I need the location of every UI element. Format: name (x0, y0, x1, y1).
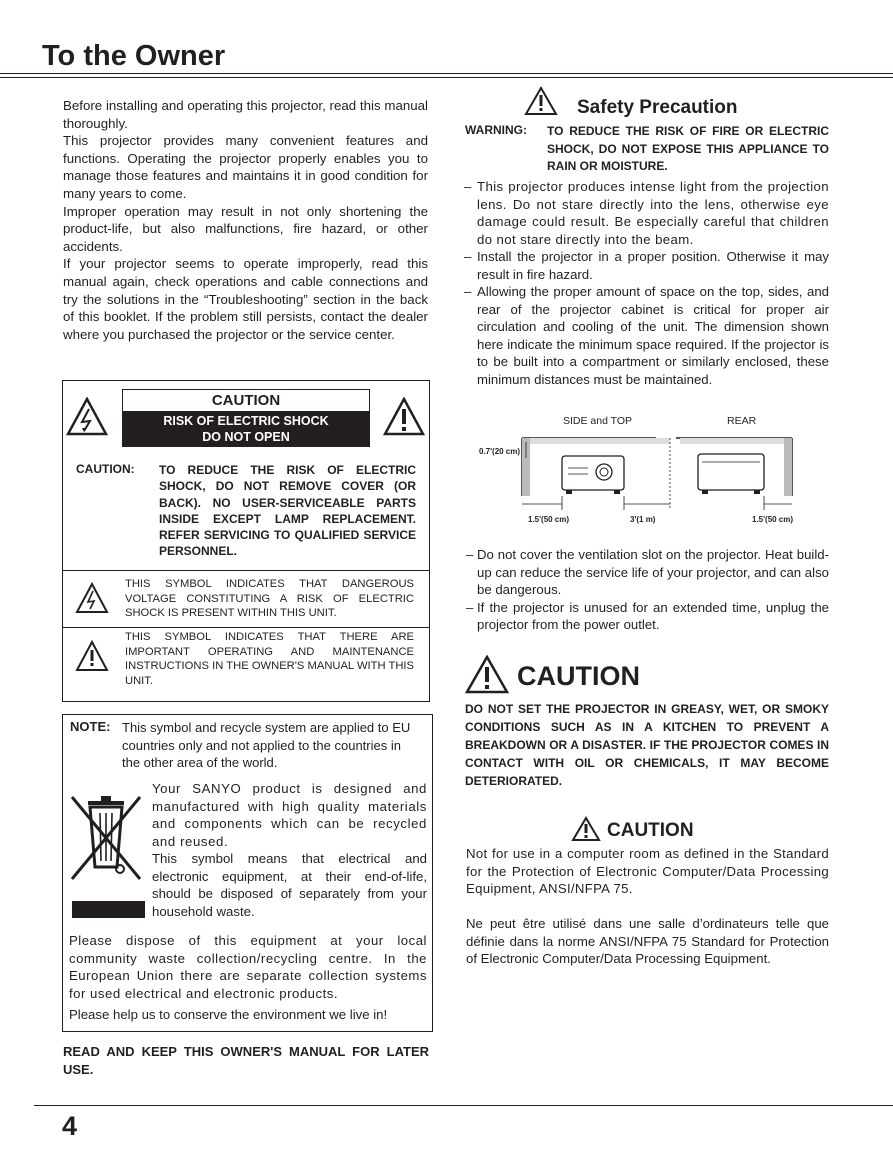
crossed-out-wheelie-bin-icon (68, 787, 148, 887)
intro-text (63, 97, 428, 343)
clearance-diagram (476, 432, 806, 526)
top-dimension: 0.7'(20 cm) (479, 447, 521, 456)
bullet-text: Allowing the proper amount of space on the top, sides, and rear of the projector cabinet is critical for proper air circulation and cooling of the unit. The dimension shown here indicate the minimum space required. If the projector is to be built into a compartment or similarly enclosed, these minimum distances must be maintained. (477, 284, 829, 387)
divider (62, 570, 430, 571)
divider (62, 627, 430, 628)
intro-paragraph: Improper operation may result in not only shortening the product-life, but also malfunctions, fire hazard, or other accidents. (63, 203, 428, 254)
safety-precaution-title: Safety Precaution (577, 97, 738, 118)
intro-paragraph: Before installing and operating this projector, read this manual thoroughly. (63, 98, 428, 131)
recycle-text (152, 780, 427, 920)
title-rule-thin (0, 77, 893, 78)
electric-shock-warning-icon (75, 582, 109, 614)
recycle-paragraph: This symbol means that electrical and electronic equipment, at their end-of-life, should be disposed of separately from your household waste. (152, 851, 427, 919)
rear-dimension: 1.5'(50 cm) (752, 515, 794, 524)
side-and-top-label: SIDE and TOP (563, 415, 633, 427)
exclamation-warning-icon (571, 816, 601, 842)
page-number: 4 (62, 1111, 78, 1141)
caution-label-panel (122, 389, 370, 447)
warning-label: WARNING: (465, 123, 527, 137)
bullet-text: This projector produces intense light from the projection lens. Do not stare directly into the lens, otherwise eye damage could result. Be especially careful that children do not stare directly into the beam. (477, 179, 829, 247)
electric-shock-warning-icon (66, 397, 108, 437)
risk-line: DO NOT OPEN (202, 430, 290, 444)
bullet-text: Do not cover the ventilation slot on the projector. Heat build-up can reduce the service life of your projector, and can also be dangerous. (477, 547, 829, 597)
caution-heading: CAUTION (517, 661, 640, 691)
risk-of-electric-shock-label (123, 411, 369, 446)
recycle-paragraph: Your SANYO product is designed and manufactured with high quality materials and components which can be recycled and reused. (152, 781, 427, 849)
safety-bullets-continued (466, 546, 829, 634)
caution-text: TO REDUCE THE RISK OF ELECTRIC SHOCK, DO NOT REMOVE COVER (OR BACK). NO USER-SERVICEABLE PARTS INSIDE EXCEPT LAMP REPLACEMENT. REFER SERVICING TO QUALIFIED SERVICE PERSONNEL. (159, 463, 416, 559)
page-title: To the Owner (42, 40, 226, 72)
exclamation-warning-icon (383, 397, 425, 437)
exclamation-warning-icon (75, 640, 109, 672)
risk-line: RISK OF ELECTRIC SHOCK (163, 414, 329, 428)
exclamation-warning-icon (465, 655, 509, 695)
conserve-paragraph: Please help us to conserve the environment we live in! (69, 1007, 388, 1022)
left-dimension: 1.5'(50 cm) (528, 515, 570, 524)
rear-label: REAR (727, 415, 757, 427)
list-item: – Install the projector in a proper position. Otherwise it may result in fire hazard. (464, 249, 829, 282)
symbol-description: THIS SYMBOL INDICATES THAT DANGEROUS VOLTAGE CONSTITUTING A RISK OF ELECTRIC SHOCK IS PRESENT WITHIN THIS UNIT. (125, 578, 414, 619)
caution-french-text: Ne peut être utilisé dans une salle d’ordinateurs telle que définie dans la norme ANSI/NFPA 75 Standard for Protection of Electronic Computer/Data Processing Equipment. (466, 916, 829, 966)
warning-text: TO REDUCE THE RISK OF FIRE OR ELECTRIC SHOCK, DO NOT EXPOSE THIS APPLIANCE TO RAIN OR MOISTURE. (547, 124, 829, 173)
dispose-paragraph: Please dispose of this equipment at your local community waste collection/recycling centre. In the European Union there are separate collection systems for used electrical and electronic products. (69, 933, 427, 1001)
caution-english-text: Not for use in a computer room as defined in the Standard for the Protection of Electronic Computer/Data Processing Equipment, ANSI/NFPA 75. (466, 846, 829, 896)
title-rule (0, 73, 893, 74)
front-dimension: 3'(1 m) (630, 515, 656, 524)
caution-heading: CAUTION (607, 820, 694, 841)
safety-bullets (464, 178, 829, 388)
dispose-text (69, 932, 427, 1024)
intro-paragraph: This projector provides many convenient features and functions. Operating the projector properly enables you to manage those features and maintains it in good condition for many years to come. (63, 133, 428, 201)
caution-label: CAUTION: (76, 462, 135, 476)
caution-text: DO NOT SET THE PROJECTOR IN GREASY, WET, OR SMOKY CONDITIONS SUCH AS IN A KITCHEN TO PREVENT A BREAKDOWN OR A DISASTER. IF THE PROJECTOR COMES IN CONTACT WITH OIL OR CHEMICALS, IT MAY BECOME DETERIORATED. (465, 702, 829, 788)
list-item: – Do not cover the ventilation slot on the projector. Heat build-up can reduce the service life of your projector, and can also be dangerous. (466, 547, 829, 597)
symbol-description: THIS SYMBOL INDICATES THAT THERE ARE IMPORTANT OPERATING AND MAINTENANCE INSTRUCTIONS IN THE OWNER'S MANUAL WITH THIS UNIT. (125, 631, 414, 687)
list-item: – Allowing the proper amount of space on the top, sides, and rear of the projector cabinet is critical for proper air circulation and cooling of the unit. The dimension shown here indicate the minimum space required. If the projector is to be built into a compartment or similarly enclosed, these minimum distances must be maintained. (464, 284, 829, 387)
note-label: NOTE: (70, 719, 111, 734)
caution-label-header: CAUTION (211, 392, 281, 409)
note-text: This symbol and recycle system are applied to EU countries only and not applied to the countries in the other area of the world. (122, 720, 411, 770)
black-bar (72, 901, 145, 918)
list-item: – This projector produces intense light from the projection lens. Do not stare directly into the lens, otherwise eye damage could result. Be especially careful that children do not stare directly into the beam. (464, 179, 829, 247)
bullet-text: If the projector is unused for an extended time, unplug the projector from the power outlet. (477, 599, 829, 632)
bullet-text: Install the projector in a proper position. Otherwise it may result in fire hazard. (477, 249, 829, 282)
intro-paragraph: If your projector seems to operate improperly, read this manual again, check operations and cable connections and try the solutions in the “Troubleshooting” section in the back of this booklet. If the problem still persists, contact the dealer where you purchased the projector or the service center. (63, 256, 428, 342)
footer-rule (34, 1105, 893, 1106)
list-item: – If the projector is unused for an extended time, unplug the projector from the power outlet. (466, 599, 829, 632)
exclamation-warning-icon (524, 86, 558, 116)
read-keep-notice: READ AND KEEP THIS OWNER'S MANUAL FOR LATER USE. (63, 1044, 429, 1077)
